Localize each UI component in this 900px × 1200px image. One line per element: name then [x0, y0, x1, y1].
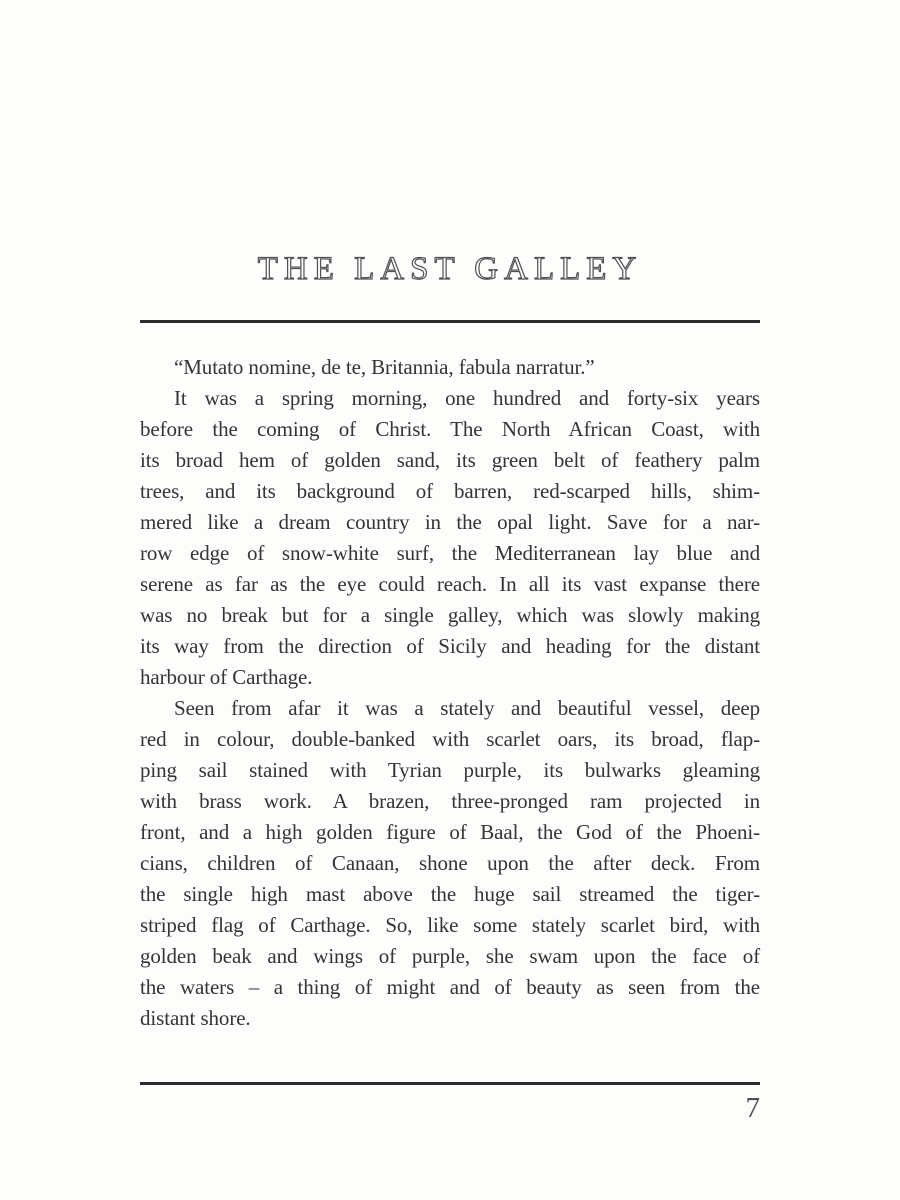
page-number: 7	[745, 1092, 760, 1124]
text-line: serene as far as the eye could reach. In all its vast expanse there	[140, 572, 760, 596]
text-line: ping sail stained with Tyrian purple, its bulwarks gleaming	[140, 758, 760, 782]
text-line: trees, and its background of barren, red-scarped hills, shim-	[140, 479, 760, 503]
text-line: its way from the direction of Sicily and heading for the distant	[140, 634, 760, 658]
text-line: distant shore.	[140, 1006, 251, 1030]
text-line: before the coming of Christ. The North African Coast, with	[140, 417, 760, 441]
text-line: “Mutato nomine, de te, Britannia, fabula narratur.”	[174, 355, 595, 379]
text-line: was no break but for a single galley, which was slowly making	[140, 603, 760, 627]
paragraph	[140, 693, 760, 1034]
bottom-rule	[140, 1082, 760, 1085]
text-line: front, and a high golden figure of Baal, the God of the Phoeni-	[140, 820, 760, 844]
text-line: with brass work. A brazen, three-pronged ram projected in	[140, 789, 760, 813]
text-line: Seen from afar it was a stately and beautiful vessel, deep	[174, 696, 760, 720]
text-line: its broad hem of golden sand, its green belt of feathery palm	[140, 448, 760, 472]
text-line: It was a spring morning, one hundred and forty-six years	[174, 386, 760, 410]
text-line: red in colour, double-banked with scarlet oars, its broad, flap-	[140, 727, 760, 751]
text-line: the single high mast above the huge sail streamed the tiger-	[140, 882, 760, 906]
epigraph-paragraph	[140, 352, 760, 383]
top-rule	[140, 320, 760, 323]
text-line: mered like a dream country in the opal light. Save for a nar-	[140, 510, 760, 534]
text-line: harbour of Carthage.	[140, 665, 313, 689]
text-line: golden beak and wings of purple, she swam upon the face of	[140, 944, 760, 968]
text-line: the waters – a thing of might and of beauty as seen from the	[140, 975, 760, 999]
text-line: striped flag of Carthage. So, like some stately scarlet bird, with	[140, 913, 760, 937]
paragraph	[140, 383, 760, 693]
page-title: THE LAST GALLEY	[257, 251, 643, 287]
text-line: row edge of snow-white surf, the Mediterranean lay blue and	[140, 541, 760, 565]
body-text	[140, 352, 760, 1034]
text-line: cians, children of Canaan, shone upon the after deck. From	[140, 851, 760, 875]
